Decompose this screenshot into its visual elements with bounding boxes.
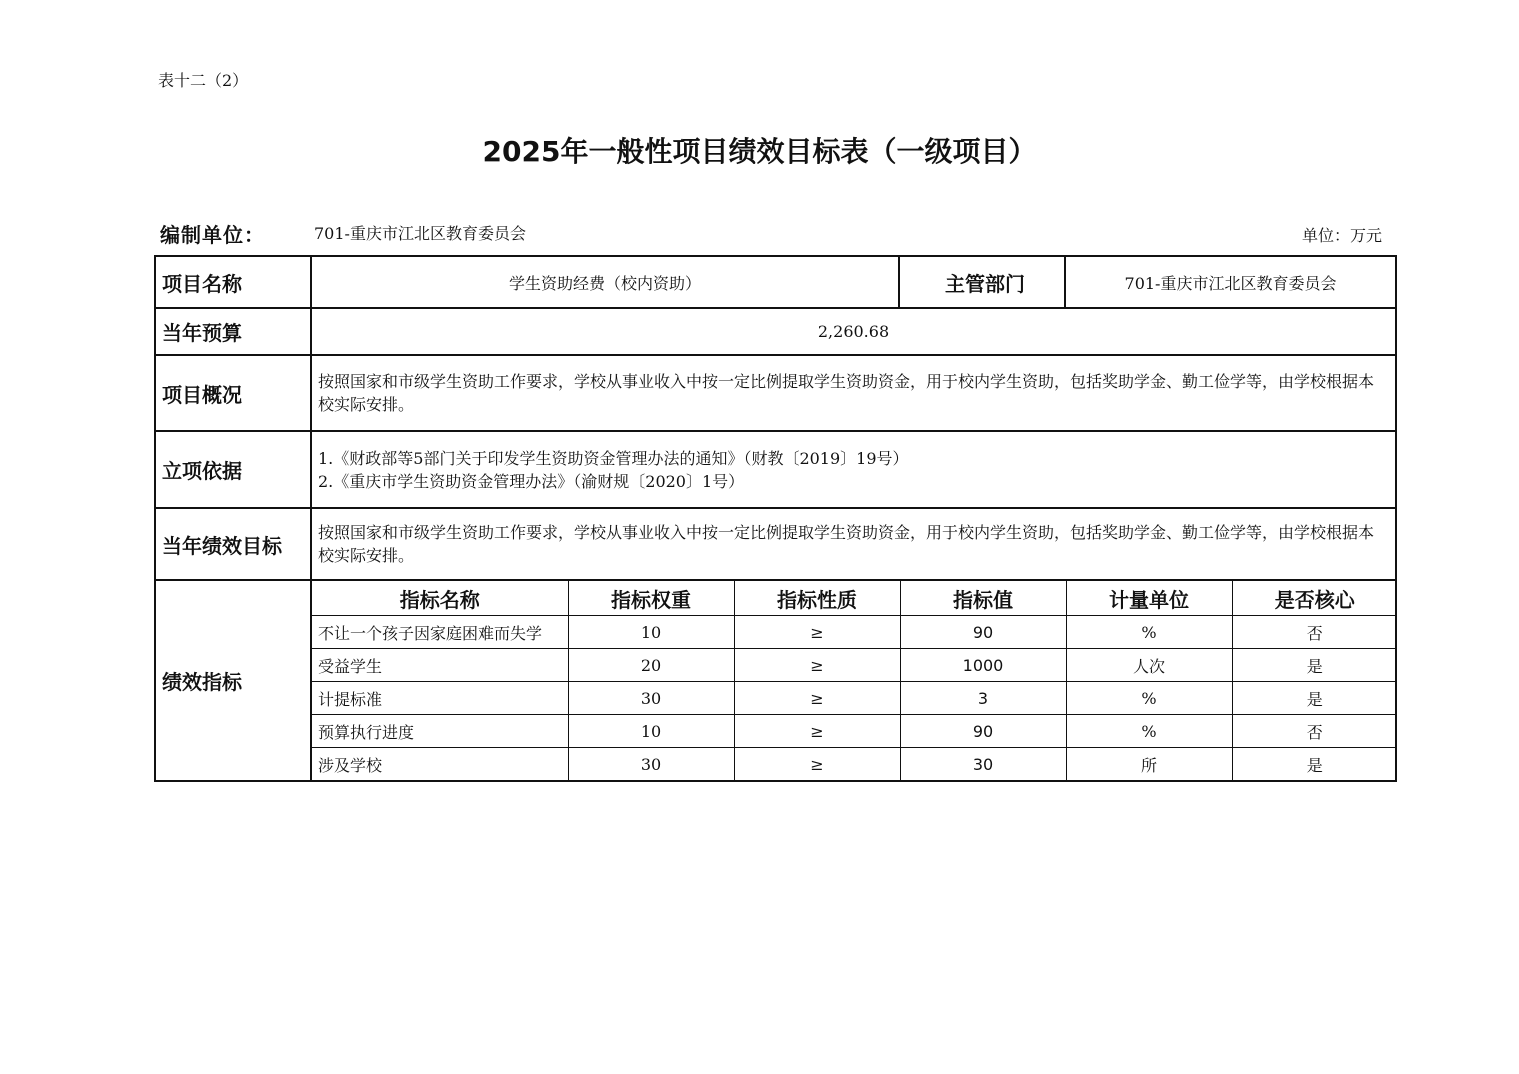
budget-label: 当年预算 — [155, 308, 311, 355]
goal-text: 按照国家和市级学生资助工作要求，学校从事业收入中按一定比例提取学生资助资金，用于校内学生资助，包括奖助学金、勤工俭学等，由学校根据本校实际安排。 — [311, 508, 1396, 580]
indicator-unit: 人次 — [1066, 649, 1232, 682]
indicator-core: 否 — [1232, 715, 1397, 748]
table-row — [312, 616, 1397, 649]
table-row — [312, 748, 1397, 781]
basis-line-2: 2.《重庆市学生资助资金管理办法》（渝财规〔2020〕1号） — [318, 471, 745, 491]
indicator-name: 涉及学校 — [312, 748, 568, 781]
indicator-weight: 30 — [568, 682, 734, 715]
table-row — [312, 715, 1397, 748]
indicator-value: 30 — [900, 748, 1066, 781]
overview-label: 项目概况 — [155, 355, 311, 431]
table-row — [312, 649, 1397, 682]
budget-value: 2,260.68 — [311, 308, 1396, 355]
indicator-nature: ≥ — [734, 616, 900, 649]
basis-line-1: 1.《财政部等5部门关于印发学生资助资金管理办法的通知》（财教〔2019〕19号） — [318, 448, 909, 468]
indicator-unit: % — [1066, 715, 1232, 748]
performance-table — [154, 255, 1397, 782]
project-name-value: 学生资助经费（校内资助） — [311, 256, 899, 308]
basis-label: 立项依据 — [155, 431, 311, 508]
basis-text — [311, 431, 1396, 508]
dept-label: 主管部门 — [899, 256, 1065, 308]
table-number: 表十二（2） — [158, 71, 249, 90]
indicator-nature: ≥ — [734, 715, 900, 748]
indicator-weight: 10 — [568, 715, 734, 748]
indicators-label: 绩效指标 — [155, 580, 311, 781]
indicators-cell — [311, 580, 1396, 781]
indicator-weight: 10 — [568, 616, 734, 649]
indicator-name: 预算执行进度 — [312, 715, 568, 748]
project-name-label: 项目名称 — [155, 256, 311, 308]
col-header-name: 指标名称 — [312, 581, 568, 616]
indicator-name: 不让一个孩子因家庭困难而失学 — [312, 616, 568, 649]
indicators-header-row — [312, 581, 1397, 616]
table-row — [312, 682, 1397, 715]
indicator-nature: ≥ — [734, 649, 900, 682]
indicator-unit: % — [1066, 682, 1232, 715]
overview-text: 按照国家和市级学生资助工作要求，学校从事业收入中按一定比例提取学生资助资金，用于校内学生资助，包括奖助学金、勤工俭学等，由学校根据本校实际安排。 — [311, 355, 1396, 431]
indicators-table — [312, 581, 1397, 780]
indicator-core: 是 — [1232, 682, 1397, 715]
indicator-value: 1000 — [900, 649, 1066, 682]
indicator-unit: % — [1066, 616, 1232, 649]
col-header-unit: 计量单位 — [1066, 581, 1232, 616]
indicator-name: 计提标准 — [312, 682, 568, 715]
org-value: 701-重庆市江北区教育委员会 — [314, 224, 526, 243]
indicator-nature: ≥ — [734, 748, 900, 781]
goal-label: 当年绩效目标 — [155, 508, 311, 580]
indicator-value: 90 — [900, 715, 1066, 748]
indicator-core: 是 — [1232, 748, 1397, 781]
indicator-weight: 30 — [568, 748, 734, 781]
indicator-value: 90 — [900, 616, 1066, 649]
indicator-value: 3 — [900, 682, 1066, 715]
col-header-nature: 指标性质 — [734, 581, 900, 616]
col-header-value: 指标值 — [900, 581, 1066, 616]
unit-label: 单位：万元 — [1302, 226, 1383, 245]
indicator-core: 是 — [1232, 649, 1397, 682]
org-label: 编制单位： — [160, 223, 265, 247]
page-title: 2025年一般性项目绩效目标表（一级项目） — [482, 135, 1037, 168]
indicator-weight: 20 — [568, 649, 734, 682]
indicator-unit: 所 — [1066, 748, 1232, 781]
indicator-core: 否 — [1232, 616, 1397, 649]
col-header-weight: 指标权重 — [568, 581, 734, 616]
indicator-name: 受益学生 — [312, 649, 568, 682]
dept-value: 701-重庆市江北区教育委员会 — [1065, 256, 1396, 308]
col-header-core: 是否核心 — [1232, 581, 1397, 616]
indicator-nature: ≥ — [734, 682, 900, 715]
